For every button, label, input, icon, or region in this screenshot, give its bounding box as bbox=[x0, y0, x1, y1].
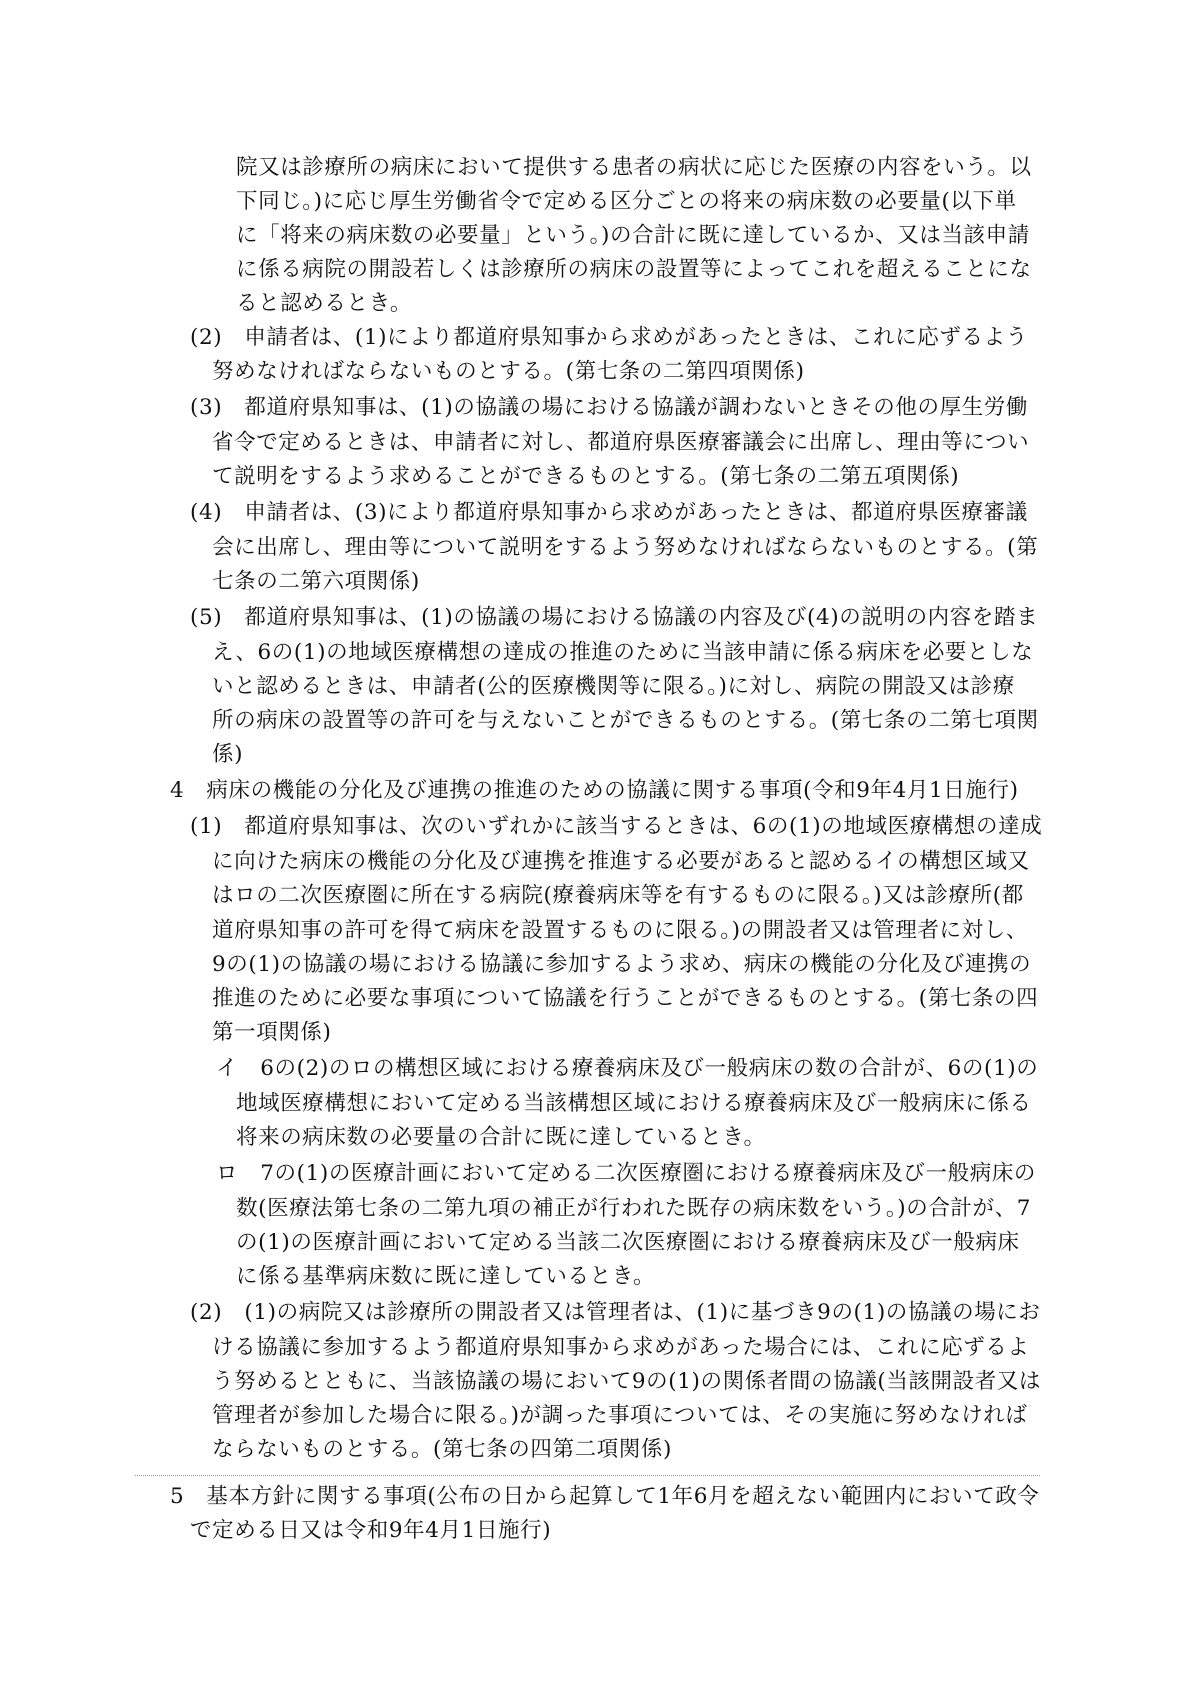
text-line: 省令で定めるときは、申請者に対し、都道府県医療審議会に出席し、理由等につい bbox=[212, 430, 1030, 455]
text-line: 第一項関係) bbox=[212, 1020, 332, 1045]
text-line: ならないものとする。(第七条の四第二項関係) bbox=[212, 1437, 672, 1462]
text-line: う努めるとともに、当該協議の場において9の(1)の関係者間の協議(当該開設者又は bbox=[212, 1369, 1042, 1394]
text-line: ける協議に参加するよう都道府県知事から求めがあった場合には、これに応ずるよ bbox=[212, 1335, 1030, 1360]
text-line: 道府県知事の許可を得て病床を設置するものに限る。)の開設者又は管理者に対し、 bbox=[212, 918, 1028, 943]
text-line: に向けた病床の機能の分化及び連携を推進する必要があると認めるイの構想区域又 bbox=[212, 849, 1030, 874]
text-line: 七条の二第六項関係) bbox=[212, 569, 420, 594]
dotted-divider bbox=[135, 1475, 1040, 1476]
text-line: イ 6の(2)のロの構想区域における療養病床及び一般病床の数の合計が、6の(1)の bbox=[216, 1056, 1039, 1081]
text-line: 推進のために必要な事項について協議を行うことができるものとする。(第七条の四 bbox=[212, 986, 1039, 1011]
text-line: に「将来の病床数の必要量」という。)の合計に既に達しているか、又は当該申請 bbox=[236, 223, 1030, 248]
text-line: (2) 申請者は、(1)により都道府県知事から求めがあったときは、これに応ずるよう bbox=[190, 325, 1028, 350]
text-line: 院又は診療所の病床において提供する患者の病状に応じた医療の内容をいう。以 bbox=[236, 155, 1032, 180]
text-line: (3) 都道府県知事は、(1)の協議の場における協議が調わないときその他の厚生労働 bbox=[190, 395, 1029, 420]
text-line: 会に出席し、理由等について説明をするよう努めなければならないものとする。(第 bbox=[212, 535, 1039, 560]
text-line: 所の病床の設置等の許可を与えないことができるものとする。(第七条の二第七項関 bbox=[212, 708, 1039, 733]
text-line: ると認めるとき。 bbox=[236, 291, 412, 316]
text-line: (5) 都道府県知事は、(1)の協議の場における協議の内容及び(4)の説明の内容を踏ま bbox=[190, 605, 1039, 630]
section-heading: 5 基本方針に関する事項(公布の日から起算して1年6月を超えない範囲内において政令 bbox=[170, 1484, 1040, 1509]
text-line: 係) bbox=[212, 742, 244, 767]
text-line: 地域医療構想において定める当該構想区域における療養病床及び一般病床に係る bbox=[236, 1091, 1032, 1116]
text-line: 管理者が参加した場合に限る。)が調った事項については、その実施に努めなければ bbox=[212, 1403, 1028, 1428]
text-line: ロ 7の(1)の医療計画において定める二次医療圏における療養病床及び一般病床の bbox=[216, 1161, 1037, 1186]
text-line: で定める日又は令和9年4月1日施行) bbox=[190, 1518, 552, 1543]
text-line: 数(医療法第七条の二第九項の補正が行われた既存の病床数をいう。)の合計が、7 bbox=[236, 1196, 1032, 1221]
text-line: 下同じ。)に応じ厚生労働省令で定める区分ごとの将来の病床数の必要量(以下単 bbox=[236, 189, 1017, 214]
text-line: はロの二次医療圏に所在する病院(療養病床等を有するものに限る。)又は診療所(都 bbox=[212, 883, 1024, 908]
text-line: (2) (1)の病院又は診療所の開設者又は管理者は、(1)に基づき9の(1)の協議の場にお bbox=[190, 1300, 1041, 1325]
text-line: 努めなければならないものとする。(第七条の二第四項関係) bbox=[212, 359, 805, 384]
text-line: 将来の病床数の必要量の合計に既に達しているとき。 bbox=[236, 1125, 766, 1150]
text-line: え、6の(1)の地域医療構想の達成の推進のために当該申請に係る病床を必要としな bbox=[212, 640, 1034, 665]
text-line: 9の(1)の協議の場における協議に参加するよう求め、病床の機能の分化及び連携の bbox=[212, 952, 1032, 977]
text-line: (4) 申請者は、(3)により都道府県知事から求めがあったときは、都道府県医療審議 bbox=[190, 500, 1028, 525]
text-line: の(1)の医療計画において定める当該二次医療圏における療養病床及び一般病床 bbox=[236, 1230, 1020, 1255]
text-line: いと認めるときは、申請者(公的医療機関等に限る。)に対し、病院の開設又は診療 bbox=[212, 674, 1015, 699]
section-heading: 4 病床の機能の分化及び連携の推進のための協議に関する事項(令和9年4月1日施行) bbox=[170, 778, 1019, 803]
text-line: て説明をするよう求めることができるものとする。(第七条の二第五項関係) bbox=[212, 464, 960, 489]
text-line: に係る基準病床数に既に達しているとき。 bbox=[236, 1264, 656, 1289]
text-line: (1) 都道府県知事は、次のいずれかに該当するときは、6の(1)の地域医療構想の達成 bbox=[190, 814, 1043, 839]
text-line: に係る病院の開設若しくは診療所の病床の設置等によってこれを超えることにな bbox=[236, 257, 1032, 282]
